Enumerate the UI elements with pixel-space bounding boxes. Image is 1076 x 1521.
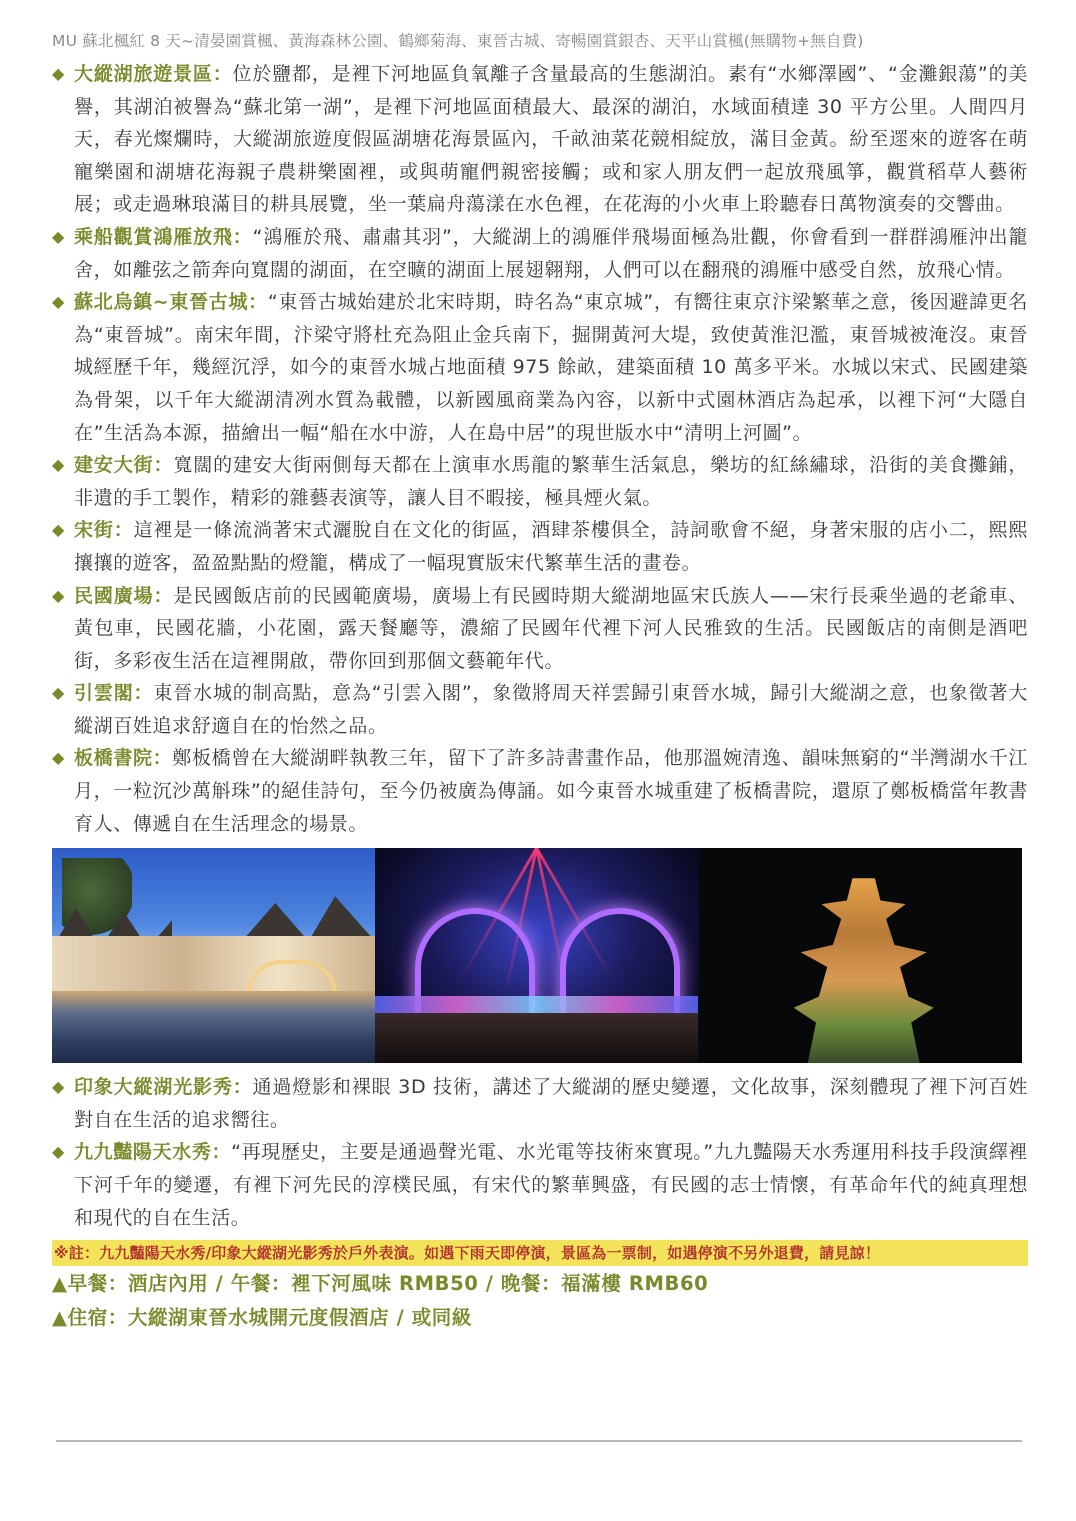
- diamond-bullet-icon: ◆: [52, 292, 65, 312]
- diamond-bullet-icon: ◆: [52, 1142, 65, 1162]
- attraction-description: 寬闊的建安大街兩側每天都在上演車水馬龍的繁華生活氣息，樂坊的紅絲繡球，沿街的美食攤鋪，非遺的手工製作，精彩的雜藝表演等，讓人目不暇接，極具煙火氣。: [74, 454, 1028, 509]
- diamond-bullet-icon: ◆: [52, 64, 65, 83]
- attraction-title: 板橋書院：: [74, 747, 173, 770]
- diamond-bullet-icon: ◆: [52, 683, 65, 703]
- photo-light-show: [375, 848, 698, 1063]
- diamond-bullet-icon: ◆: [52, 455, 65, 475]
- page-header: MU 蘇北楓紅 8 天~清晏園賞楓、黃海森林公園、鶴鄉菊海、東晉古城、寄暢園賞銀杏、天平山賞楓(無購物+無自費): [52, 32, 864, 50]
- attraction-title: 宋街：: [74, 519, 134, 542]
- attraction-description: “再現歷史，主要是通過聲光電、水光電等技術來實現。”九九豔陽天水秀運用科技手段演繹裡下河千年的變遷，有裡下河先民的淳樸民風，有宋代的繁華興盛，有民國的志士情懷，有革命年代的純真理想和現代的自在生活。: [74, 1141, 1028, 1229]
- attraction-description: 這裡是一條流淌著宋式灑脫自在文化的街區，酒肆茶樓俱全，詩詞歌會不絕，身著宋服的店小二，熙熙攘攘的遊客，盈盈點點的燈籠，構成了一幅現實版宋代繁華生活的畫卷。: [74, 519, 1028, 574]
- attraction-description: 東晉水城的制高點，意為“引雲入閣”，象徵將周天祥雲歸引東晉水城，歸引大縱湖之意，也象徵著大縱湖百姓追求舒適自在的怡然之品。: [74, 682, 1028, 737]
- attraction-title: 大縱湖旅遊景區：: [74, 63, 233, 85]
- attraction-item: [52, 449, 1028, 514]
- attraction-title: 民國廣場：: [74, 584, 174, 607]
- attraction-item: [52, 742, 1028, 840]
- diamond-bullet-icon: ◆: [52, 1077, 65, 1097]
- diamond-bullet-icon: ◆: [52, 585, 65, 605]
- diamond-bullet-icon: ◆: [52, 226, 65, 246]
- attraction-item: [52, 1136, 1028, 1234]
- attraction-title: 引雲閣：: [74, 682, 154, 705]
- diamond-bullet-icon: ◆: [52, 748, 65, 768]
- attraction-title: 九九豔陽天水秀：: [74, 1141, 232, 1164]
- attraction-item: [52, 514, 1028, 579]
- shows-list: [52, 1071, 1028, 1234]
- lodging-line: ▲住宿：大縱湖東晉水城開元度假酒店 / 或同級: [52, 1306, 472, 1330]
- attraction-description: 鄭板橋曾在大縱湖畔執教三年，留下了許多詩書畫作品，他那溫婉清逸、韻味無窮的“半灣湖水千江月，一粒沉沙萬斛珠”的絕佳詩句，至今仍被廣為傳誦。如今東晉水城重建了板橋書院，還原了鄭板橋當年教書育人、傳遞自在生活理念的場景。: [74, 747, 1028, 835]
- attraction-item: [52, 58, 1028, 221]
- photo-pagoda: [699, 848, 1022, 1063]
- photo-strip: [52, 848, 1022, 1063]
- attraction-description: “鴻雁於飛、肅肅其羽”，大縱湖上的鴻雁伴飛場面極為壯觀，你會看到一群群鴻雁沖出籠舍，如離弦之箭奔向寬闊的湖面，在空曠的湖面上展翅翱翔，人們可以在翻飛的鴻雁中感受自然，放飛心情。: [74, 225, 1028, 281]
- attraction-title: 印象大縱湖光影秀：: [74, 1076, 253, 1099]
- attraction-item: [52, 221, 1028, 286]
- attraction-title: 乘船觀賞鴻雁放飛：: [74, 225, 253, 248]
- attraction-item: [52, 580, 1028, 678]
- attraction-title: 蘇北烏鎮~東晉古城：: [74, 291, 268, 314]
- attraction-item: [52, 1071, 1028, 1136]
- footer-divider: [56, 1440, 1022, 1442]
- diamond-bullet-icon: ◆: [52, 520, 65, 540]
- attractions-list: [52, 58, 1028, 840]
- attraction-title: 建安大街：: [74, 454, 174, 477]
- weather-notice: ※註：九九豔陽天水秀/印象大縱湖光影秀於戶外表演。如遇下雨天即停演，景區為一票制，如遇停演不另外退費，請見諒！: [52, 1240, 1028, 1266]
- attraction-description: “東晉古城始建於北宋時期，時名為“東京城”，有嚮往東京汴梁繁華之意，後因避諱更名為“東晉城”。南宋年間，汴梁守將杜充為阻止金兵南下，掘開黃河大堤，致使黃淮氾濫，東晉城被淹沒。東晉城經歷千年，幾經沉浮，如今的東晉水城占地面積 975 餘畝，建築面積 10 萬多平米。水城以宋式、民國建築為骨架，以千年大縱湖清冽水質為載體，以新國風商業為內容，以新中式園林酒店為起承，以裡下河“大隱自在”生活為本源，描繪出一幅“船在水中游，人在島中居”的現世版水中“清明上河圖”。: [74, 291, 1028, 444]
- attraction-item: [52, 677, 1028, 742]
- attraction-description: 是民國飯店前的民國範廣場，廣場上有民國時期大縱湖地區宋氏族人——宋行長乘坐過的老爺車、黃包車，民國花牆，小花園，露天餐廳等，濃縮了民國年代裡下河人民雅致的生活。民國飯店的南側是酒吧街，多彩夜生活在這裡開啟，帶你回到那個文藝範年代。: [74, 584, 1028, 672]
- attraction-description: 位於鹽都，是裡下河地區負氧離子含量最高的生態湖泊。素有“水鄉澤國”、“金灘銀蕩”的美譽，其湖泊被譽為“蘇北第一湖”，是裡下河地區面積最大、最深的湖泊，水域面積達 30 平方公里。人間四月天，春光燦爛時，大縱湖旅遊度假區湖塘花海景區內，千畝油菜花競相綻放，滿目金黃。紛至遝來的遊客在萌寵樂園和湖塘花海親子農耕樂園裡，或與萌寵們親密接觸；或和家人朋友們一起放飛風箏，觀賞稻草人藝術展；或走過琳琅滿目的耕具展覽，坐一葉扁舟蕩漾在水色裡，在花海的小火車上聆聽春日萬物演奏的交響曲。: [74, 63, 1028, 216]
- itinerary-page: [52, 30, 1028, 1334]
- attraction-item: [52, 286, 1028, 449]
- photo-water-town: [52, 848, 375, 1063]
- meals-line: ▲早餐：酒店內用 / 午餐：裡下河風味 RMB50 / 晚餐：福滿樓 RMB60: [52, 1272, 709, 1296]
- attraction-description: 通過燈影和裸眼 3D 技術，講述了大縱湖的歷史變遷，文化故事，深刻體現了裡下河百姓對自在生活的追求嚮往。: [74, 1076, 1028, 1131]
